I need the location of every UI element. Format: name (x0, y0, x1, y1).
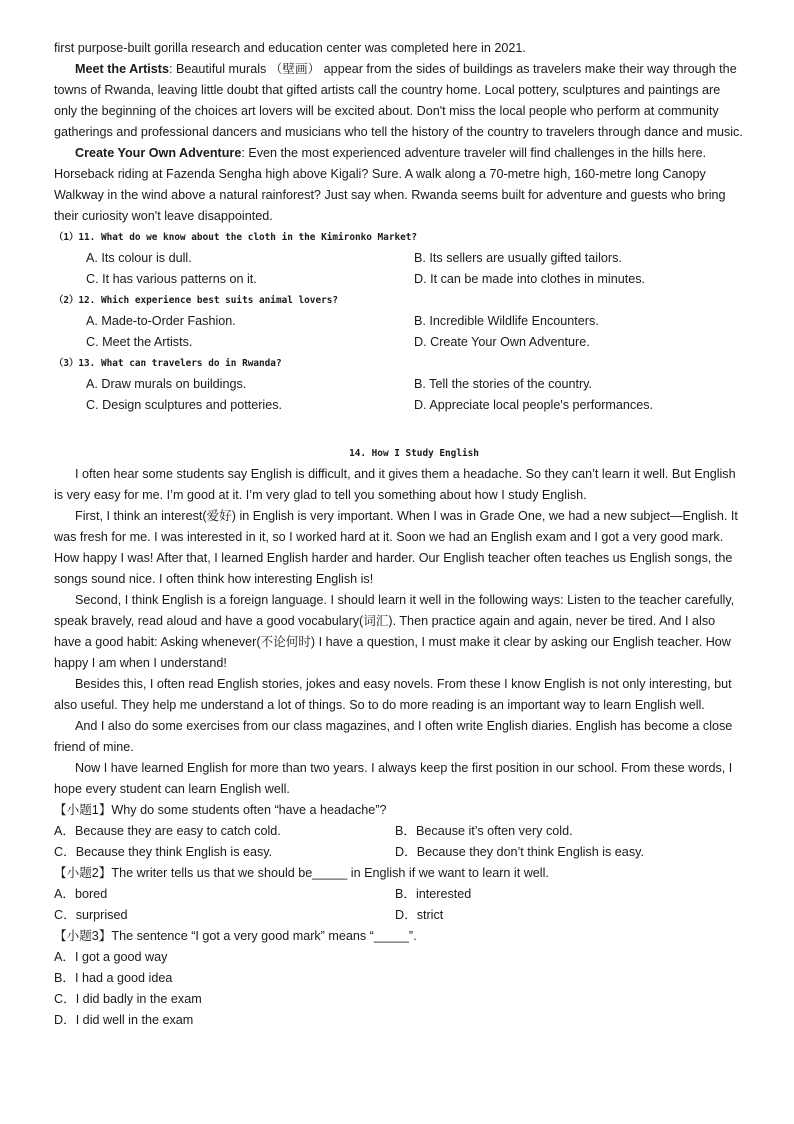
question-stem: （1）11. What do we know about the cloth in the Kimironko Market? (54, 232, 418, 243)
option-b[interactable]: B. Tell the stories of the country. (414, 377, 593, 391)
question-stem: 【小题3】The sentence “I got a very good mark” means “_____”. (54, 929, 417, 943)
option-a[interactable]: A. Its colour is dull. (86, 251, 192, 265)
passage2-title: 14. How I Study English (349, 448, 479, 459)
option-d[interactable]: D．I did well in the exam (54, 1013, 194, 1027)
option-a[interactable]: A．I got a good way (54, 950, 168, 964)
option-grid (54, 374, 744, 416)
section-heading-artists: Meet the Artists (75, 62, 170, 76)
passage2-paragraph: And I also do some exercises from our class magazines, and I often write English diaries. English has become a close friend of mine. (54, 719, 733, 754)
question-stem: （3）13. What can travelers do in Rwanda? (54, 358, 282, 369)
option-b[interactable]: B. Incredible Wildlife Encounters. (414, 314, 599, 328)
option-c[interactable]: C．I did badly in the exam (54, 992, 202, 1006)
section-heading-adventure: Create Your Own Adventure (75, 146, 242, 160)
option-d[interactable]: D. Appreciate local people's performances. (414, 398, 654, 412)
passage1-paragraph-artists (54, 59, 744, 143)
paragraph-text: : Even the most experienced adventure traveler will find challenges in the hills here. Horseback riding at Fazenda Sengha high above Kigali? Sure. A walk along a 70-metre high, 160-metre long Canopy Walkway in the wind above a natural rainforest? Just say when. Rwanda seems built for adventure and guests who bring their curiosity won't leave disappointed. (54, 146, 726, 223)
option-d[interactable]: D．Because they don’t think English is easy. (395, 845, 644, 859)
option-c[interactable]: C．Because they think English is easy. (54, 845, 273, 859)
option-grid (54, 821, 744, 863)
option-grid (54, 248, 744, 290)
option-c[interactable]: C．surprised (54, 908, 128, 922)
subquestion-1 (54, 800, 744, 863)
option-b[interactable]: B．I had a good idea (54, 971, 173, 985)
option-a[interactable]: A．Because they are easy to catch cold. (54, 824, 281, 838)
subquestion-3 (54, 926, 744, 1031)
passage2-paragraph: I often hear some students say English is difficult, and it gives them a headache. So they can’t learn it well. But English is very easy for me. I’m good at it. I’m very glad to tell you something about how I study English. (54, 467, 736, 502)
subquestion-2 (54, 863, 744, 926)
passage1-paragraph-0: first purpose-built gorilla research and education center was completed here in 2021. (54, 41, 526, 55)
option-a[interactable]: A. Draw murals on buildings. (86, 377, 247, 391)
option-d[interactable]: D. It can be made into clothes in minutes. (414, 272, 646, 286)
option-c[interactable]: C. It has various patterns on it. (86, 272, 257, 286)
question-stem: 【小题1】Why do some students often “have a headache”? (54, 803, 387, 817)
option-c[interactable]: C. Meet the Artists. (86, 335, 193, 349)
question-stem: （2）12. Which experience best suits animal lovers? (54, 295, 339, 306)
passage2-paragraph: Besides this, I often read English stories, jokes and easy novels. From these I know English is not only interesting, but also useful. They help me understand a lot of things. So to do more reading is an important way to learn English well. (54, 677, 732, 712)
passage2-paragraph: Now I have learned English for more than two years. I always keep the first position in our school. From these words, I hope every student can learn English well. (54, 761, 733, 796)
option-grid (54, 884, 744, 926)
option-c[interactable]: C. Design sculptures and potteries. (86, 398, 283, 412)
document-page (54, 38, 744, 1031)
question-stem: 【小题2】The writer tells us that we should be_____ in English if we want to learn it well. (54, 866, 549, 880)
section-spacer (54, 416, 744, 443)
option-d[interactable]: D. Create Your Own Adventure. (414, 335, 590, 349)
paragraph-text: : Beautiful murals （壁画） appear from the sides of buildings as travelers make their way through the towns of Rwanda, leaving little doubt that gifted artists call the country home. Local pottery, sculptures and paintings are only the beginning of the choices art lovers will be excited about. Don't miss the local people who perform at community gatherings and professional dancers and musicians who tell the history of the country to travelers through dance and music. (54, 62, 743, 139)
passage1-paragraph-adventure (54, 143, 744, 227)
option-a[interactable]: A. Made-to-Order Fashion. (86, 314, 236, 328)
question-12 (54, 290, 744, 353)
option-b[interactable]: B．Because it’s often very cold. (395, 824, 573, 838)
passage2-paragraph: Second, I think English is a foreign language. I should learn it well in the following ways: Listen to the teacher carefully, speak bravely, read aloud and have a good vocabulary(词汇). Then practice again and again, never be tired. And I also have a good habit: Asking whenever(不论何时) I have a question, I must make it clear by asking our English teacher. How happy I am when I understand! (54, 593, 735, 670)
passage2-paragraph: First, I think an interest(爱好) in English is very important. When I was in Grade One, we had a new subject—English. It was fresh for me. I was interested in it, so I worked hard at it. Soon we had an English exam and I got a very good mark. How happy I was! After that, I learned English harder and harder. Our English teacher often teaches us English songs, the songs sound nice. I often think how interesting English is! (54, 509, 738, 586)
question-13 (54, 353, 744, 416)
option-grid (54, 311, 744, 353)
option-b[interactable]: B. Its sellers are usually gifted tailors. (414, 251, 622, 265)
option-a[interactable]: A．bored (54, 887, 108, 901)
question-11 (54, 227, 744, 290)
option-d[interactable]: D．strict (395, 908, 444, 922)
option-b[interactable]: B．interested (395, 887, 472, 901)
